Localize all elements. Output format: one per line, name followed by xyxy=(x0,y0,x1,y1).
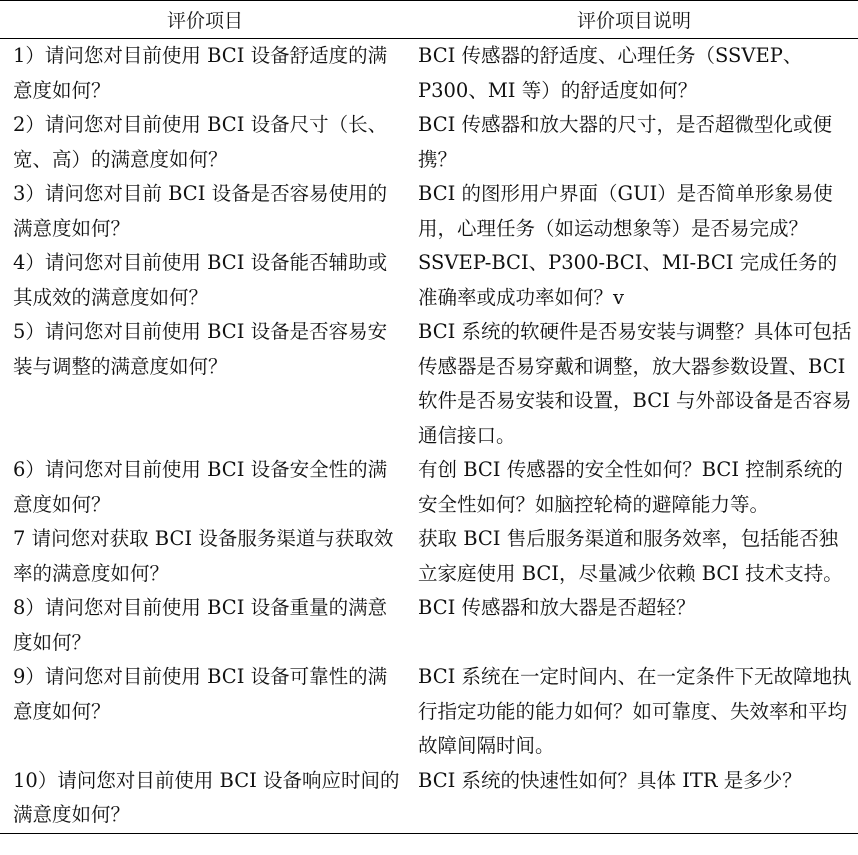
row-description-cell: BCI 系统的软硬件是否易安装与调整？具体可包括传感器是否易穿戴和调整，放大器参数设置、BCI 软件是否易安装和设置，BCI 与外部设备是否容易通信接口。 xyxy=(418,320,852,447)
table-row xyxy=(0,522,858,591)
table-row xyxy=(0,660,858,764)
row-description-cell: BCI 传感器和放大器的尺寸，是否超微型化或便携？ xyxy=(418,113,833,171)
table-row xyxy=(0,591,858,660)
table-row xyxy=(0,108,858,177)
row-item-cell: 2）请问您对目前使用 BCI 设备尺寸（长、宽、高）的满意度如何？ xyxy=(13,113,388,171)
row-description-cell: BCI 的图形用户界面（GUI）是否简单形象易使用，心理任务（如运动想象等）是否易完成？ xyxy=(418,182,833,240)
header-evaluation-description: 评价项目说明 xyxy=(410,1,858,39)
row-item-cell: 10）请问您对目前使用 BCI 设备响应时间的满意度如何？ xyxy=(0,764,410,834)
table-row xyxy=(0,453,858,522)
table-row xyxy=(0,177,858,246)
row-item-cell: 5）请问您对目前使用 BCI 设备是否容易安装与调整的满意度如何？ xyxy=(13,320,388,378)
row-description-cell: BCI 系统的快速性如何？具体 ITR 是多少？ xyxy=(410,764,858,834)
table-body xyxy=(0,39,858,834)
row-description-cell: SSVEP-BCI、P300-BCI、MI-BCI 完成任务的准确率或成功率如何？v xyxy=(418,251,838,309)
row-description-cell: BCI 传感器和放大器是否超轻？ xyxy=(418,596,696,619)
row-item-cell: 8）请问您对目前使用 BCI 设备重量的满意度如何？ xyxy=(13,596,388,654)
row-description-cell: BCI 传感器的舒适度、心理任务（SSVEP、P300、MI 等）的舒适度如何？ xyxy=(418,44,803,102)
row-item-cell: 1）请问您对目前使用 BCI 设备舒适度的满意度如何？ xyxy=(13,44,388,102)
header-evaluation-item: 评价项目 xyxy=(0,1,410,39)
row-description-cell: BCI 系统在一定时间内、在一定条件下无故障地执行指定功能的能力如何？如可靠度、失效率和平均故障间隔时间。 xyxy=(418,665,852,757)
table-header xyxy=(0,1,858,39)
table-row xyxy=(0,39,858,109)
row-item-cell: 7 请问您对获取 BCI 设备服务渠道与获取效率的满意度如何？ xyxy=(13,527,394,585)
row-description-cell: 获取 BCI 售后服务渠道和服务效率，包括能否独立家庭使用 BCI，尽量减少依赖 BCI 技术支持。 xyxy=(418,527,843,585)
row-item-cell: 4）请问您对目前使用 BCI 设备能否辅助或其成效的满意度如何？ xyxy=(13,251,388,309)
row-item-cell: 9）请问您对目前使用 BCI 设备可靠性的满意度如何？ xyxy=(13,665,388,723)
header-row xyxy=(0,1,858,39)
row-item-cell: 6）请问您对目前使用 BCI 设备安全性的满意度如何？ xyxy=(13,458,388,516)
row-item-cell: 3）请问您对目前 BCI 设备是否容易使用的满意度如何？ xyxy=(13,182,388,240)
row-description-cell: 有创 BCI 传感器的安全性如何？BCI 控制系统的安全性如何？如脑控轮椅的避障能力等。 xyxy=(418,458,843,516)
table-row xyxy=(0,315,858,453)
table-row xyxy=(0,764,858,834)
table-row xyxy=(0,246,858,315)
